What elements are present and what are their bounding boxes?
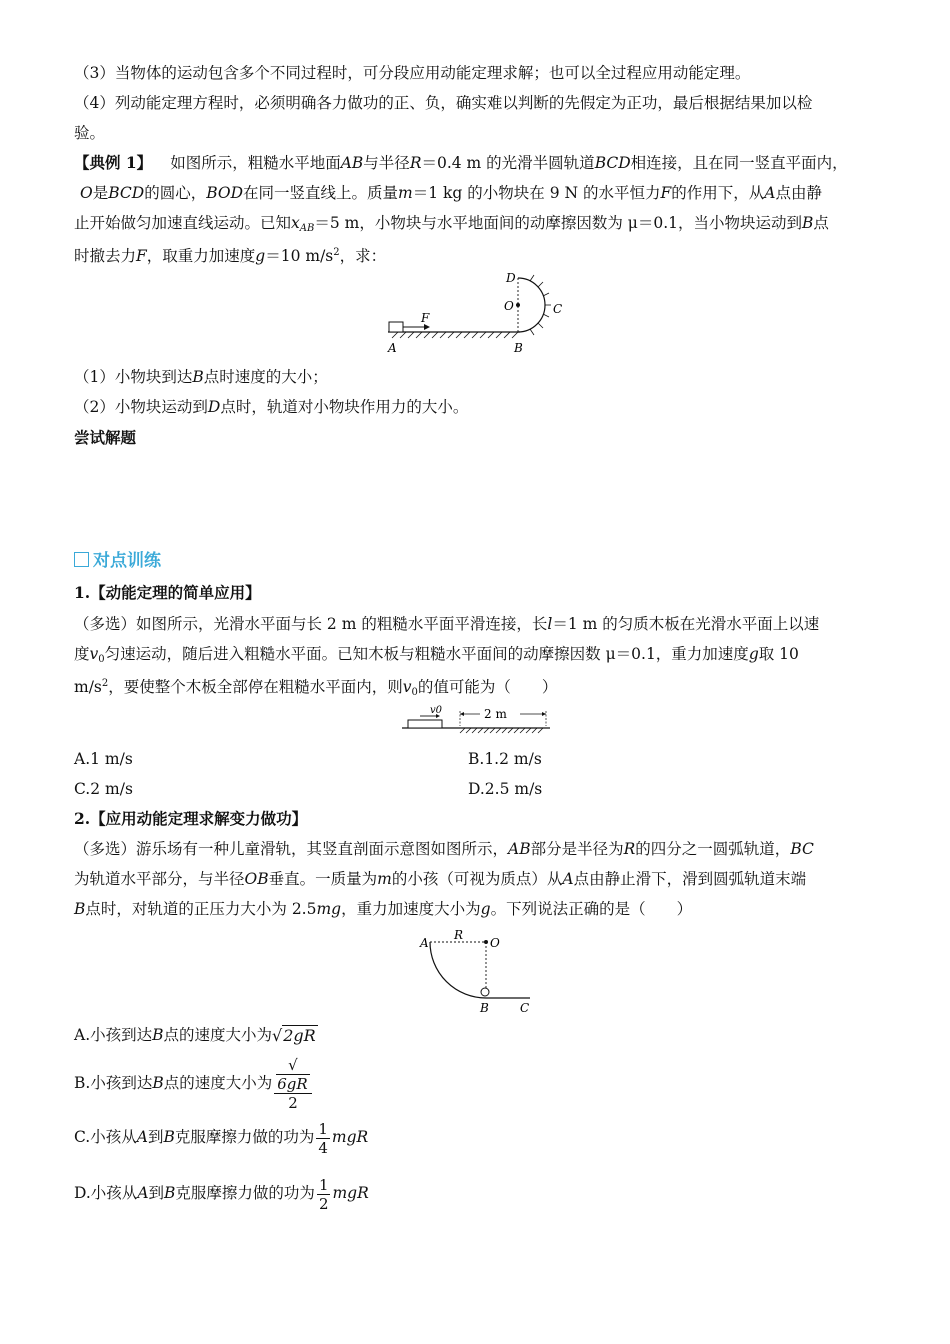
text: A.小孩到达 — [74, 1026, 153, 1044]
q2-heading — [74, 804, 884, 834]
text: 克服摩擦力做的功为 — [174, 1128, 315, 1146]
text: ＝1 m 的匀质木板在光滑水平面上以速 — [552, 615, 820, 633]
label-A: A — [388, 341, 397, 355]
numerator: √ 6gR — [274, 1056, 311, 1094]
denominator: 2 — [318, 1194, 329, 1213]
section-title — [74, 546, 161, 576]
text: 2.【应用动能定理求解变力做功】 — [74, 809, 308, 828]
text: （3）当物体的运动包含多个不同过程时，可分段应用动能定理求解；也可以全过程应用动能定理。 — [74, 64, 751, 82]
var: m — [398, 184, 413, 202]
var: mgR — [331, 1128, 369, 1146]
var: A — [137, 1184, 149, 1202]
q2-line2 — [74, 864, 884, 894]
center-point — [516, 303, 520, 307]
q2-option-c[interactable] — [74, 1114, 368, 1160]
text: （2）小物块运动到 — [74, 398, 208, 416]
var: BC — [790, 840, 814, 858]
example-tag: 【典例 1】 — [74, 153, 153, 172]
q2-option-a[interactable] — [74, 1020, 318, 1051]
q2-figure — [418, 926, 536, 1016]
numerator: 1 — [318, 1119, 328, 1138]
q2-option-d[interactable] — [74, 1170, 369, 1216]
text: 部分是半径为 — [530, 840, 624, 858]
example1-line1 — [74, 148, 884, 178]
var: B — [801, 214, 814, 232]
try-solving-heading — [74, 423, 884, 453]
q1-option-d[interactable] — [468, 774, 542, 804]
text: ＝10 m/s — [265, 247, 334, 265]
ground-hatch — [392, 332, 518, 338]
label-O: O — [504, 299, 514, 313]
plank — [408, 720, 442, 728]
text: 尝试解题 — [74, 428, 137, 447]
var: F — [660, 184, 672, 202]
var: A — [562, 870, 574, 888]
text: ＝1 kg 的小物块在 9 N 的水平恒力 — [412, 184, 661, 202]
fraction — [274, 1056, 311, 1112]
text: C.小孩从 — [74, 1128, 137, 1146]
label-D: D — [506, 271, 516, 285]
text: 的四分之一圆弧轨道， — [635, 840, 791, 858]
var: BCD — [108, 184, 145, 202]
text: 度 — [74, 645, 90, 663]
label-R: R — [454, 928, 464, 942]
example1-line4 — [74, 238, 884, 271]
example1-line2 — [80, 178, 890, 208]
text: 点由静止滑下，滑到圆弧轨道末端 — [573, 870, 807, 888]
sqrt-expression: √2gR — [272, 1026, 316, 1045]
text: 时撤去力 — [74, 247, 137, 265]
block — [389, 322, 403, 332]
text: 点 — [813, 214, 829, 232]
text: 点时，对轨道的正压力大小为 2.5 — [85, 900, 317, 918]
text: A.1 m/s — [74, 750, 133, 768]
subscript: 0 — [98, 654, 105, 665]
radicand: 2gR — [283, 1026, 316, 1045]
text: 相连接，且在同一竖直平面内， — [630, 154, 848, 172]
var: OB — [244, 870, 269, 888]
var: B — [152, 1026, 164, 1044]
subscript: 0 — [411, 687, 418, 698]
text: ，求： — [339, 247, 387, 265]
text: 的值可能为（ ） — [417, 678, 558, 696]
q1-line1 — [74, 609, 884, 639]
text: （1）小物块到达 — [74, 368, 193, 386]
text: （4）列动能定理方程时，必须明确各力做功的正、负，确实难以判断的先假定为正功，最后根据结果加以检 — [74, 94, 813, 112]
text: B.小孩到达 — [74, 1074, 153, 1092]
example1-question2 — [74, 392, 884, 422]
text: 到 — [147, 1128, 164, 1146]
var: mgR — [332, 1184, 369, 1202]
var: O — [80, 184, 93, 202]
paragraph-4 — [74, 88, 884, 118]
var: B — [164, 1184, 176, 1202]
q2-line1 — [74, 834, 884, 864]
text: 点由静 — [775, 184, 822, 202]
text: 取 10 — [758, 645, 799, 663]
text: 验。 — [74, 124, 106, 142]
fraction — [317, 1176, 331, 1213]
arc-track — [430, 942, 486, 998]
text: ，取重力加速度 — [146, 247, 256, 265]
q1-heading — [74, 578, 884, 608]
text: 点的速度大小为 — [163, 1074, 273, 1092]
var: B — [74, 900, 86, 918]
denominator: 2 — [288, 1094, 298, 1112]
text: ，要使整个木板全部停在粗糙水平面内，则 — [108, 678, 403, 696]
label-v0: v0 — [430, 705, 443, 716]
var: A — [136, 1128, 148, 1146]
label-O: O — [490, 936, 500, 950]
q2-option-b[interactable] — [74, 1056, 314, 1112]
label-F: F — [421, 311, 430, 325]
text: D.小孩从 — [74, 1184, 138, 1202]
example1-question1 — [74, 362, 884, 392]
text: 如图所示，粗糙水平地面 — [170, 154, 341, 172]
text: 的圆心， — [144, 184, 207, 202]
dim-arrow-right — [542, 712, 546, 716]
text: B.1.2 m/s — [468, 750, 542, 768]
paragraph-4-cont — [74, 118, 884, 148]
var: AB — [508, 840, 531, 858]
var: A — [764, 184, 776, 202]
var: v — [89, 645, 99, 663]
q1-figure — [400, 700, 552, 734]
text: 垂直。一质量为 — [268, 870, 378, 888]
text: 点时速度的大小； — [203, 368, 328, 386]
numerator: 1 — [318, 1175, 329, 1194]
text: 1.【动能定理的简单应用】 — [74, 583, 261, 602]
text: 在同一竖直线上。质量 — [243, 184, 399, 202]
var: F — [136, 247, 147, 265]
text: 克服摩擦力做的功为 — [175, 1184, 315, 1202]
label-C: C — [520, 1001, 530, 1015]
var: g — [255, 247, 266, 265]
var: BCD — [594, 154, 631, 172]
text: D.2.5 m/s — [468, 780, 543, 798]
superscript: 2 — [333, 247, 340, 258]
text: C.2 m/s — [74, 780, 133, 798]
text: 对点训练 — [93, 551, 161, 571]
example1-figure — [380, 268, 580, 360]
var: v — [402, 678, 412, 696]
q1-option-c[interactable] — [74, 774, 133, 804]
label-A: A — [420, 936, 429, 950]
center-point — [484, 940, 488, 944]
q2-line3 — [74, 894, 884, 924]
var: AB — [340, 154, 364, 172]
square-icon — [74, 552, 89, 567]
text: m/s — [74, 678, 102, 696]
text: 匀速运动，随后进入粗糙水平面。已知木板与粗糙水平面间的动摩擦因数 μ＝0.1，重力加速度 — [104, 645, 749, 663]
label-B: B — [480, 1001, 489, 1015]
var: x — [291, 214, 300, 232]
paragraph-3 — [74, 58, 884, 88]
text: （多选）如图所示，光滑水平面与长 2 m 的粗糙水平面平滑连接，长 — [74, 615, 548, 633]
var: D — [207, 398, 221, 416]
var: l — [547, 615, 553, 633]
text: 点时，轨道对小物块作用力的大小。 — [220, 398, 469, 416]
text: 止开始做匀加速直线运动。已知 — [74, 214, 292, 232]
label-length: 2 m — [484, 707, 507, 721]
text: 与半径 — [363, 154, 410, 172]
var: R — [409, 154, 422, 172]
var: g — [480, 900, 491, 918]
var: mg — [316, 900, 342, 918]
denominator: 4 — [318, 1138, 328, 1157]
text: ＝5 m，小物块与水平地面间的动摩擦因数为 μ＝0.1，当小物块运动到 — [314, 214, 802, 232]
text: 点的速度大小为 — [163, 1026, 273, 1044]
text: 到 — [148, 1184, 165, 1202]
text: 为轨道水平部分，与半径 — [74, 870, 245, 888]
q1-option-b[interactable] — [468, 744, 542, 774]
track-hatch — [530, 275, 551, 335]
var: g — [748, 645, 759, 663]
var: m — [377, 870, 392, 888]
label-B: B — [514, 341, 523, 355]
subscript: AB — [299, 223, 315, 234]
q1-option-a[interactable] — [74, 744, 133, 774]
child-figure — [481, 988, 489, 996]
var: BOD — [206, 184, 244, 202]
fraction — [316, 1120, 330, 1157]
var: B — [192, 368, 204, 386]
superscript: 2 — [101, 678, 109, 689]
radicand: 6gR — [277, 1075, 308, 1093]
label-C: C — [553, 302, 563, 316]
var: B — [152, 1074, 164, 1092]
semicircle-track — [518, 278, 545, 332]
var: B — [163, 1128, 175, 1146]
var: R — [623, 840, 636, 858]
text: 的小孩（可视为质点）从 — [391, 870, 563, 888]
rough-hatch — [460, 728, 543, 733]
text: 的作用下，从 — [671, 184, 765, 202]
text: ，重力加速度大小为 — [341, 900, 481, 918]
dim-arrow-left — [460, 712, 464, 716]
text: （多选）游乐场有一种儿童滑轨，其竖直剖面示意图如图所示， — [74, 840, 509, 858]
text: 是 — [92, 184, 109, 202]
text: 。下列说法正确的是（ ） — [490, 900, 693, 918]
text: ＝0.4 m 的光滑半圆轨道 — [421, 154, 595, 172]
